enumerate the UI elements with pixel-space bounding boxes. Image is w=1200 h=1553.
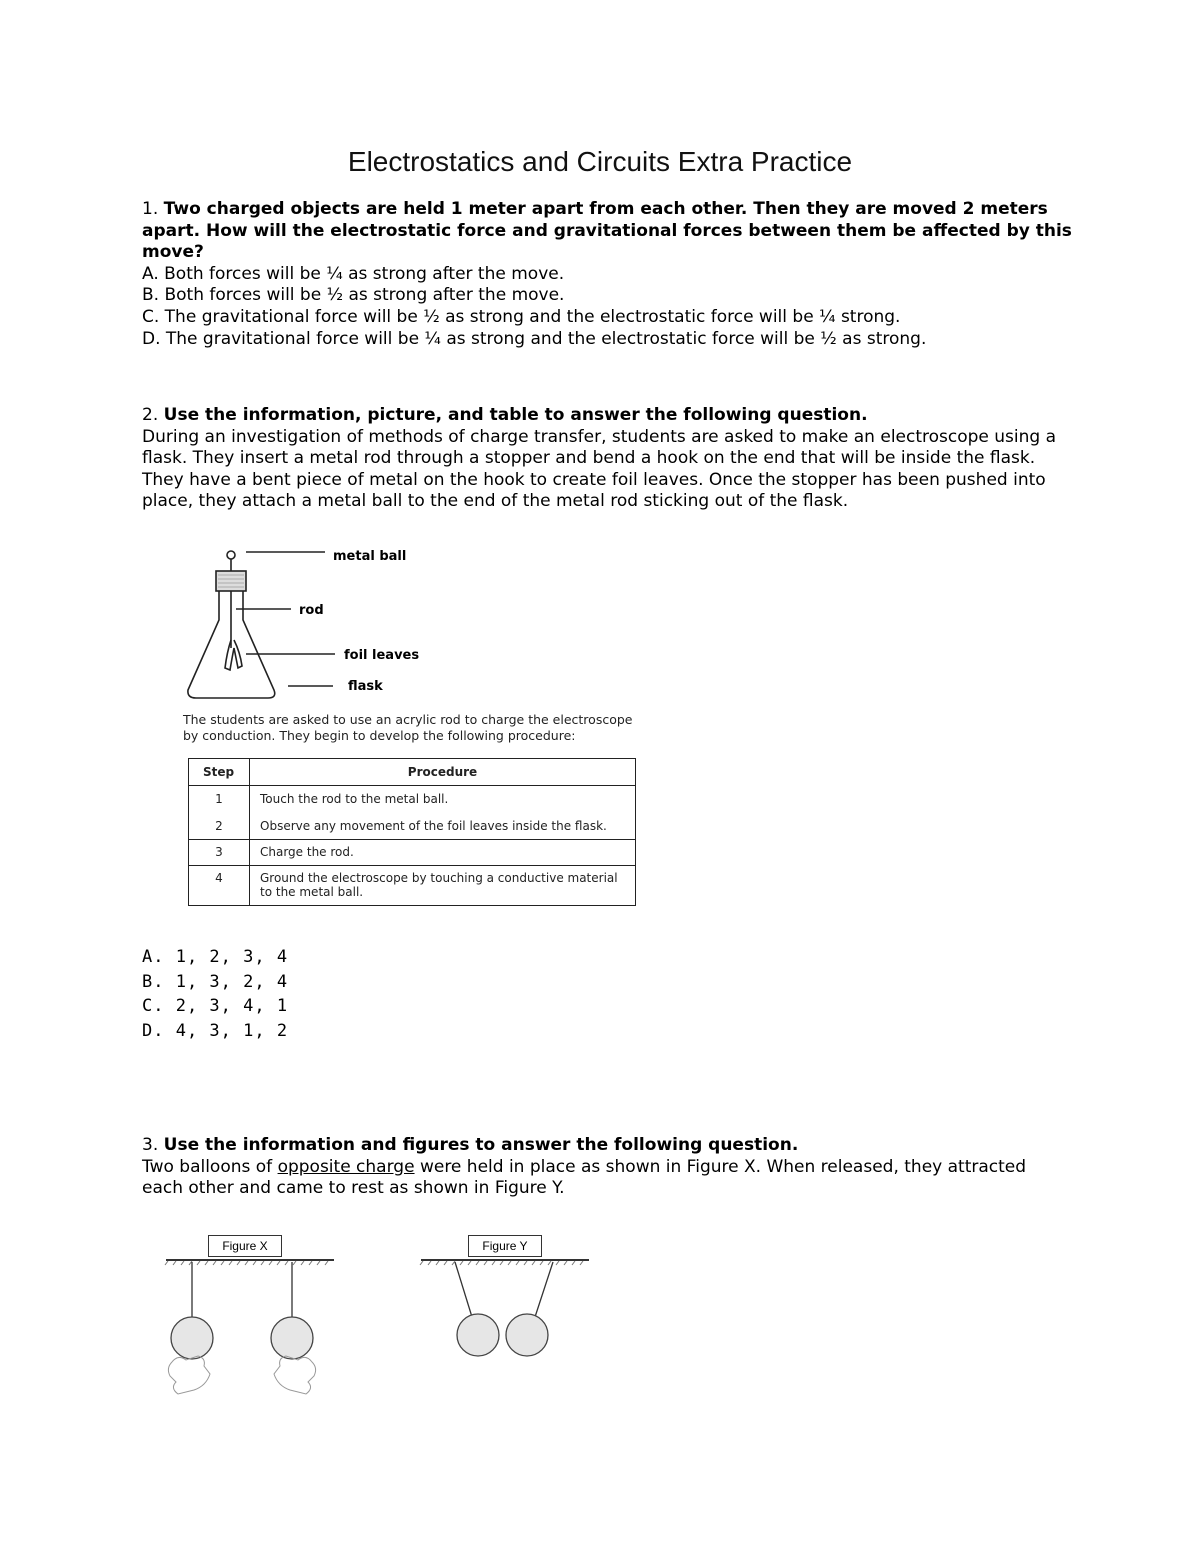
question-2-options [142, 945, 1072, 1043]
question-2-option-a[interactable]: A. 1, 2, 3, 4 [142, 947, 289, 967]
table-cell-step: 2 [189, 809, 250, 840]
question-2-body: During an investigation of methods of charge transfer, students are asked to make an electroscope using a flask. They insert a metal rod through a stopper and bend a hook on the end that will be inside the flask. They have a bent piece of metal on the hook to create foil leaves. Once the stopper has been pushed into place, they attach a metal ball to the end of the metal rod sticking out of the flask. [142, 426, 1057, 512]
question-1-option-d[interactable]: D. The gravitational force will be ¼ as strong and the electrostatic force will be ½ as strong. [142, 328, 927, 349]
question-1-number: 1. [142, 199, 159, 219]
stopper-shape [216, 571, 246, 591]
table-cell-procedure: Touch the rod to the metal ball. [250, 786, 636, 810]
balloon-right [506, 1314, 548, 1356]
electroscope-figure [170, 540, 450, 710]
question-1-stem [142, 199, 1072, 264]
procedure-table [188, 758, 636, 906]
question-2-option-d[interactable]: D. 4, 3, 1, 2 [142, 1020, 289, 1041]
foil-leaves-label: foil leaves [344, 648, 420, 663]
table-cell-step: 3 [189, 840, 250, 866]
rod-label: rod [299, 603, 324, 618]
figure-y-label: Figure Y [468, 1235, 542, 1257]
procedure-table-header [189, 759, 636, 786]
figure-y-drawing [415, 1250, 595, 1370]
table-row [189, 866, 636, 906]
table-cell-step: 4 [189, 866, 250, 906]
right-hand-icon [274, 1356, 316, 1394]
question-1 [142, 199, 1072, 350]
question-3-stem [142, 1135, 1072, 1157]
procedure-header: Procedure [250, 759, 636, 786]
metal-ball-label: metal ball [333, 549, 407, 564]
figure-x-label: Figure X [208, 1235, 282, 1257]
step-header: Step [189, 759, 250, 786]
question-2-option-b[interactable]: B. 1, 3, 2, 4 [142, 971, 289, 992]
table-cell-step: 1 [189, 786, 250, 810]
foil-leaves-shape [225, 640, 242, 670]
question-1-option-c[interactable]: C. The gravitational force will be ½ as strong and the electrostatic force will be ¼ strong. [142, 306, 901, 327]
question-2-number: 2. [142, 405, 159, 425]
table-cell-procedure: Charge the rod. [250, 840, 636, 866]
balloon-left [457, 1314, 499, 1356]
table-row [189, 809, 636, 840]
question-3-body-end: were held in place as shown in Figure X. When released, they attracted each other and came to rest as shown in Figure Y. [142, 1156, 1027, 1199]
flask-label: flask [348, 679, 383, 694]
balloon-left [171, 1317, 213, 1359]
question-2-option-c[interactable]: C. 2, 3, 4, 1 [142, 996, 289, 1016]
metal-ball-shape [227, 551, 235, 559]
question-3 [142, 1135, 1072, 1200]
question-3-body [142, 1157, 1072, 1200]
question-1-option-a[interactable]: A. Both forces will be ¼ as strong after the move. [142, 263, 565, 284]
table-cell-procedure: Observe any movement of the foil leaves inside the flask. [250, 809, 636, 840]
question-2-text: Use the information, picture, and table to answer the following question. [163, 405, 868, 425]
table-row [189, 840, 636, 866]
table-row [189, 786, 636, 810]
procedure-intro: The students are asked to use an acrylic rod to charge the electroscope by conduction. They begin to develop the following procedure: [183, 712, 633, 743]
left-hand-icon [168, 1356, 210, 1394]
opposite-charge-text: opposite charge [277, 1156, 415, 1177]
question-1-text: Two charged objects are held 1 meter apart from each other. Then they are moved 2 meters apart. How will the electrostatic force and gravitational forces between them be affected by this move? [142, 199, 1072, 263]
question-3-text: Use the information and figures to answer the following question. [163, 1135, 799, 1155]
page-title: Electrostatics and Circuits Extra Practice [347, 146, 853, 177]
table-cell-procedure: Ground the electroscope by touching a conductive material to the metal ball. [250, 866, 636, 906]
balloon-right [271, 1317, 313, 1359]
question-3-number: 3. [142, 1135, 159, 1155]
figure-x-drawing [160, 1250, 340, 1400]
question-1-option-b[interactable]: B. Both forces will be ½ as strong after the move. [142, 285, 565, 306]
question-3-body-start: Two balloons of [142, 1156, 273, 1177]
question-2-stem [142, 405, 1072, 427]
question-2 [142, 405, 1072, 513]
